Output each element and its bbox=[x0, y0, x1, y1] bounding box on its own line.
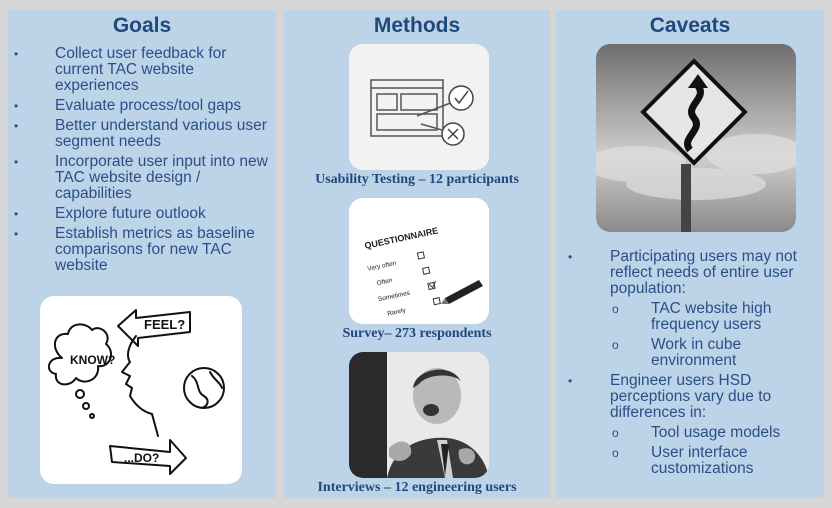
bullet-icon: • bbox=[568, 374, 573, 388]
do-label: ...DO? bbox=[124, 451, 160, 465]
feel-label: FEEL? bbox=[144, 317, 186, 332]
bullet-icon: • bbox=[14, 155, 19, 169]
sub-bullet-icon: o bbox=[612, 446, 619, 460]
caveats-list bbox=[556, 249, 824, 481]
methods-title: Methods bbox=[373, 14, 461, 37]
goals-item: • Collect user feedback for current TAC website experiences bbox=[14, 45, 227, 94]
bullet-icon: • bbox=[14, 99, 19, 113]
bullet-icon: • bbox=[14, 227, 19, 241]
goals-title: Goals bbox=[112, 14, 172, 37]
svg-text:Very often: Very often bbox=[366, 259, 397, 273]
interviews-caption: Interviews – 12 engineering users bbox=[317, 480, 517, 495]
svg-text:Often: Often bbox=[376, 277, 394, 288]
goals-item: • Better understand various user segment needs bbox=[14, 117, 267, 150]
caveats-title: Caveats bbox=[649, 14, 731, 37]
questionnaire-heading: QUESTIONNAIRE bbox=[363, 225, 440, 251]
caveats-subitem: o User interface customizations bbox=[612, 444, 754, 477]
sketch-illustration bbox=[40, 296, 242, 484]
winding-road-sign-image bbox=[596, 44, 796, 232]
methods-panel bbox=[284, 10, 550, 498]
check-icon bbox=[449, 86, 473, 110]
goals-list bbox=[8, 46, 276, 278]
caveats-subitem: o Tool usage models bbox=[612, 424, 781, 441]
head-profile-icon bbox=[122, 336, 158, 436]
wireframe-illustration bbox=[349, 44, 489, 170]
shouting-man-illustration bbox=[349, 352, 489, 478]
bullet-icon: • bbox=[568, 250, 573, 264]
goals-item: • Incorporate user input into new TAC website design / capabilities bbox=[14, 153, 268, 202]
questionnaire-illustration bbox=[349, 198, 489, 324]
caveats-item: • Engineer users HSD perceptions vary due to differences in: bbox=[568, 372, 772, 421]
sign-post-icon bbox=[681, 164, 691, 232]
interviews-image bbox=[349, 352, 489, 478]
road-sign-illustration bbox=[596, 44, 796, 232]
bullet-icon: • bbox=[14, 119, 19, 133]
usability-testing-image bbox=[349, 44, 489, 170]
svg-text:Sometimes: Sometimes bbox=[377, 289, 411, 304]
survey-image bbox=[349, 198, 489, 324]
caveats-subitem: o Work in cube environment bbox=[612, 336, 742, 369]
bullet-icon: • bbox=[14, 207, 19, 221]
goals-item: • Explore future outlook bbox=[14, 205, 206, 222]
caveats-subitem: o TAC website high frequency users bbox=[612, 300, 772, 333]
globe-icon bbox=[184, 368, 224, 408]
know-feel-do-sketch bbox=[40, 296, 242, 484]
x-icon bbox=[442, 123, 464, 145]
know-label: KNOW? bbox=[70, 353, 116, 367]
survey-caption: Survey– 273 respondents bbox=[342, 326, 492, 341]
sub-bullet-icon: o bbox=[612, 426, 619, 440]
svg-text:Rarely: Rarely bbox=[386, 306, 407, 318]
goals-item: • Establish metrics as baseline comparisons for new TAC website bbox=[14, 225, 255, 274]
caveats-panel bbox=[556, 10, 824, 498]
goals-panel bbox=[8, 10, 276, 498]
sub-bullet-icon: o bbox=[612, 302, 619, 316]
bullet-icon: • bbox=[14, 47, 19, 61]
usability-caption: Usability Testing – 12 participants bbox=[315, 172, 519, 187]
caveats-item: • Participating users may not reflect needs of entire user population: bbox=[568, 248, 797, 297]
sub-bullet-icon: o bbox=[612, 338, 619, 352]
goals-item: • Evaluate process/tool gaps bbox=[14, 97, 242, 114]
